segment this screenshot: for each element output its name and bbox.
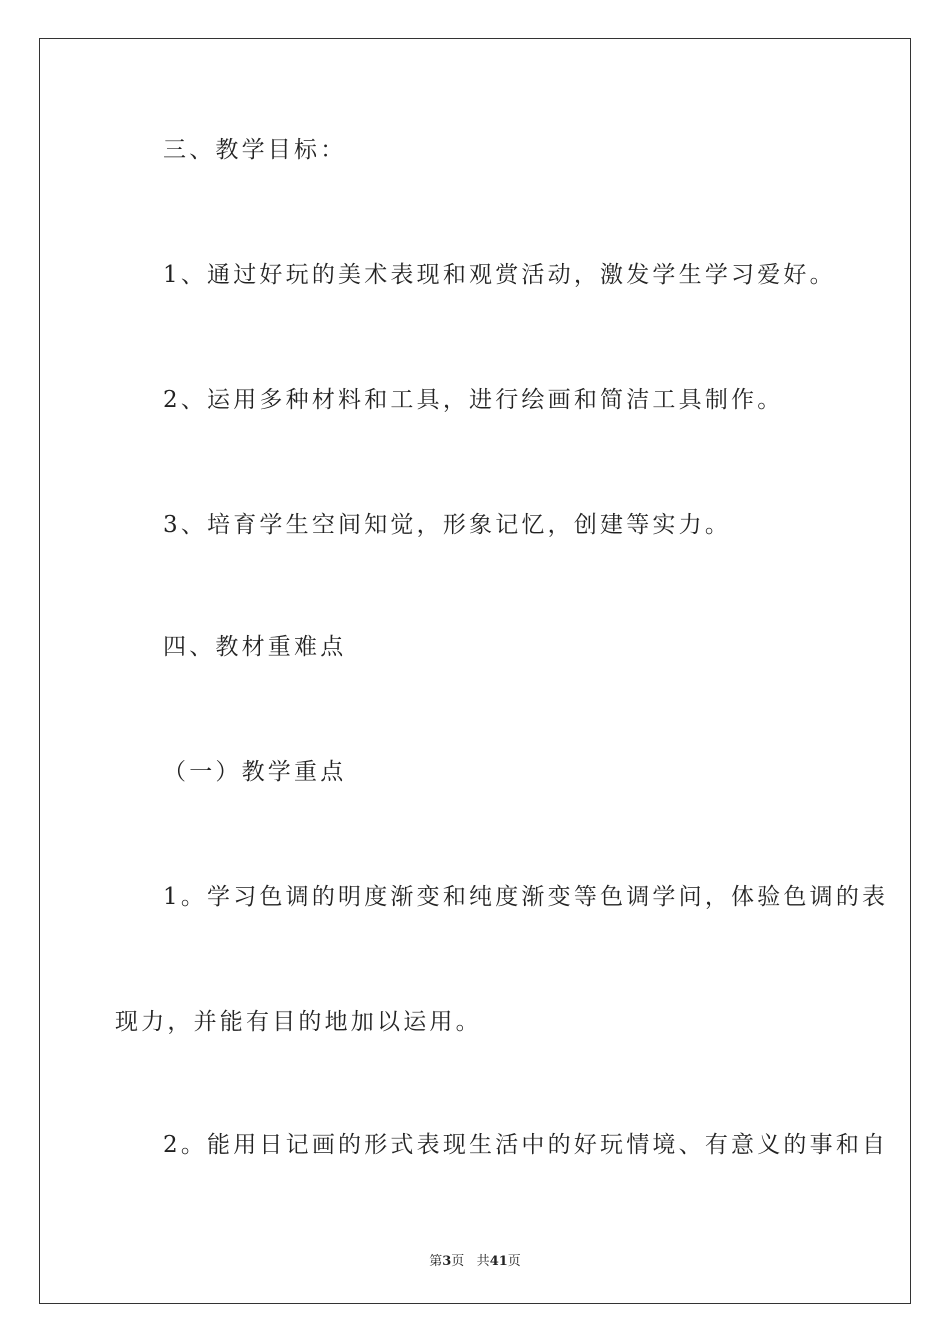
focus-item-2: 2。能用日记画的形式表现生活中的好玩情境、有意义的事和自: [163, 1132, 889, 1158]
section-heading-key-points: 四、教材重难点: [163, 634, 347, 660]
goal-item-2: 2、运用多种材料和工具，进行绘画和简洁工具制作。: [163, 387, 784, 413]
footer-total-prefix: 共: [476, 1254, 490, 1269]
focus-item-1: 1。学习色调的明度渐变和纯度渐变等色调学问，体验色调的表: [163, 884, 889, 910]
subheading-teaching-focus: （一）教学重点: [163, 759, 347, 785]
footer-total-pages: 41: [489, 1254, 508, 1269]
footer-page-suffix: 页: [451, 1254, 465, 1269]
page-border: [39, 38, 911, 1304]
goal-item-1: 1、通过好玩的美术表现和观赏活动，激发学生学习爱好。: [163, 262, 836, 288]
footer-page-number: 3: [442, 1254, 452, 1269]
page-footer: [0, 1250, 950, 1269]
footer-page-prefix: 第: [429, 1254, 443, 1269]
goal-item-3: 3、培育学生空间知觉，形象记忆，创建等实力。: [163, 512, 732, 538]
focus-item-1-continued: 现力，并能有目的地加以运用。: [115, 1009, 482, 1035]
footer-total-suffix: 页: [507, 1254, 521, 1269]
section-heading-teaching-goals: 三、教学目标：: [163, 137, 347, 163]
